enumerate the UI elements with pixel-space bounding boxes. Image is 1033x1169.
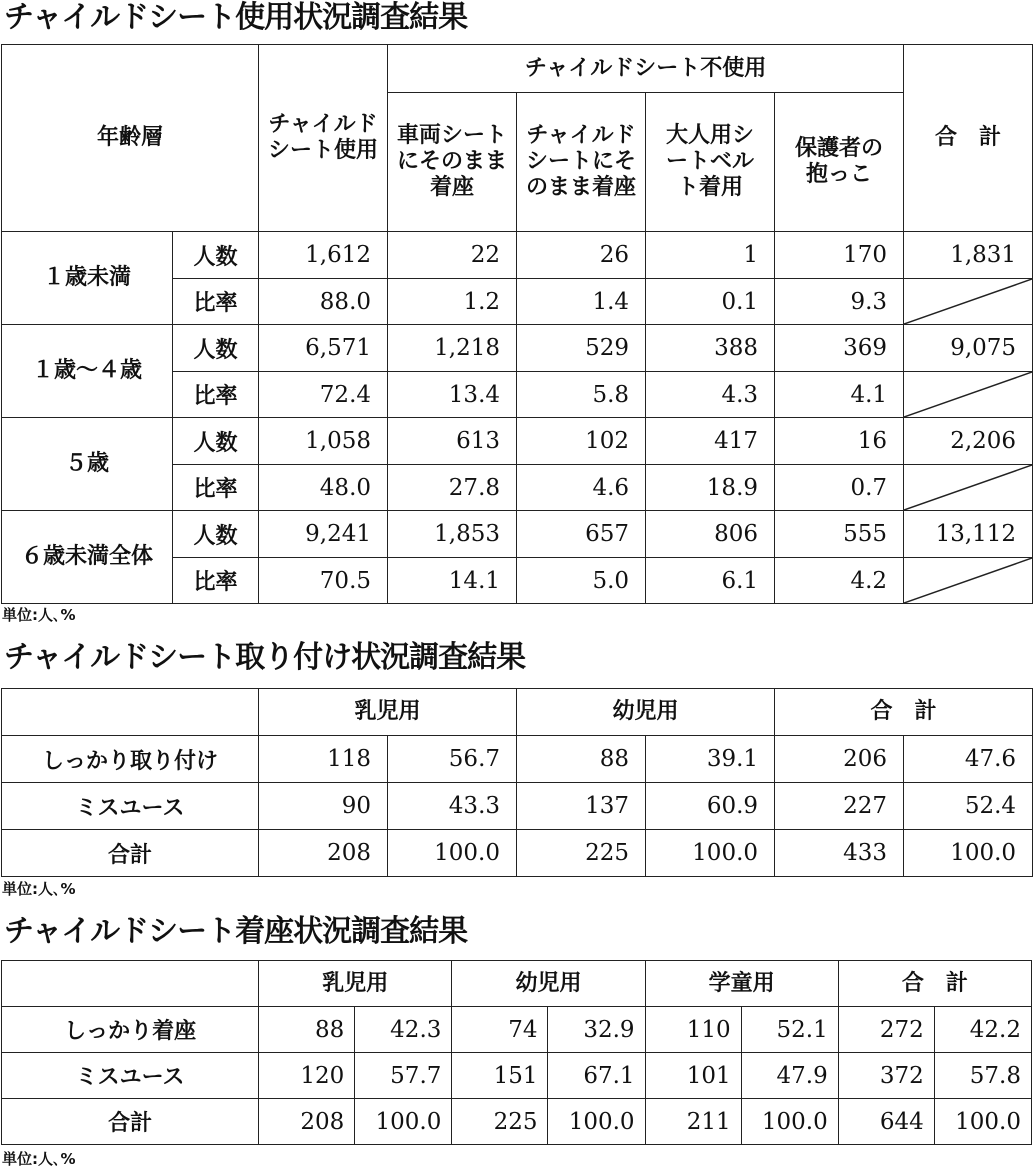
seating-table [1, 960, 1032, 1145]
header-total: 合 計 [904, 45, 1033, 232]
value-cell: 151 [452, 1053, 548, 1099]
ratio-cell: 4.2 [775, 558, 904, 604]
count-cell: 22 [388, 232, 517, 279]
ratio-cell: 88.0 [259, 279, 388, 325]
header-toddler: 幼児用 [452, 961, 645, 1007]
count-cell: 9,241 [259, 511, 388, 558]
header-childseat-seated: チャイルドシートにそのまま着座 [517, 93, 646, 232]
usage-table [1, 44, 1033, 604]
header-infant: 乳児用 [259, 961, 452, 1007]
total-cell: 1,831 [904, 232, 1033, 279]
ratio-cell: 4.3 [646, 372, 775, 418]
row-label-count: 人数 [173, 418, 259, 465]
table2-title: チャイルドシート取り付け状況調査結果 [4, 640, 526, 675]
row-label: ミスユース [2, 783, 259, 830]
value-cell: 60.9 [646, 783, 775, 830]
ratio-cell: 18.9 [646, 465, 775, 511]
table-row [2, 1007, 1032, 1053]
count-cell: 1,218 [388, 325, 517, 372]
table1-title: チャイルドシート使用状況調査結果 [4, 0, 468, 35]
ratio-cell: 14.1 [388, 558, 517, 604]
ratio-cell: 9.3 [775, 279, 904, 325]
ratio-cell: 70.5 [259, 558, 388, 604]
header-blank [2, 961, 259, 1007]
header-seat-not-used: チャイルドシート不使用 [388, 45, 904, 93]
total-cell: 13,112 [904, 511, 1033, 558]
table-row [2, 783, 1033, 830]
ratio-cell: 5.0 [517, 558, 646, 604]
ratio-cell: 27.8 [388, 465, 517, 511]
count-cell: 388 [646, 325, 775, 372]
value-cell: 74 [452, 1007, 548, 1053]
diagonal-line [904, 279, 1032, 324]
installation-table [1, 688, 1033, 877]
row-label: 合計 [2, 1099, 259, 1145]
diagonal-line [904, 372, 1032, 417]
count-cell: 529 [517, 325, 646, 372]
empty-slash-cell [904, 279, 1033, 325]
header-held-by-guardian: 保護者の抱っこ [775, 93, 904, 232]
value-cell: 120 [259, 1053, 355, 1099]
value-cell: 100.0 [388, 830, 517, 877]
value-cell: 57.8 [934, 1053, 1031, 1099]
count-cell: 657 [517, 511, 646, 558]
value-cell: 372 [838, 1053, 934, 1099]
diagonal-line [904, 465, 1032, 510]
age-group-label: １歳～４歳 [2, 325, 173, 418]
ratio-cell: 5.8 [517, 372, 646, 418]
count-cell: 1,058 [259, 418, 388, 465]
value-cell: 227 [775, 783, 904, 830]
empty-slash-cell [904, 372, 1033, 418]
row-label: ミスユース [2, 1053, 259, 1099]
value-cell: 101 [645, 1053, 741, 1099]
table3-unit: 単位:人､% [2, 1150, 76, 1168]
value-cell: 100.0 [548, 1099, 645, 1145]
value-cell: 52.1 [741, 1007, 838, 1053]
value-cell: 644 [838, 1099, 934, 1145]
value-cell: 100.0 [934, 1099, 1031, 1145]
value-cell: 56.7 [388, 736, 517, 783]
count-cell: 16 [775, 418, 904, 465]
value-cell: 110 [645, 1007, 741, 1053]
row-label: 合計 [2, 830, 259, 877]
total-cell: 2,206 [904, 418, 1033, 465]
empty-slash-cell [904, 465, 1033, 511]
count-cell: 806 [646, 511, 775, 558]
table-row [2, 1053, 1032, 1099]
value-cell: 67.1 [548, 1053, 645, 1099]
table-row [2, 232, 1033, 279]
row-label-ratio: 比率 [173, 279, 259, 325]
header-total: 合 計 [838, 961, 1031, 1007]
count-cell: 613 [388, 418, 517, 465]
value-cell: 52.4 [904, 783, 1033, 830]
table3-title: チャイルドシート着座状況調査結果 [4, 914, 468, 949]
value-cell: 43.3 [388, 783, 517, 830]
value-cell: 100.0 [646, 830, 775, 877]
count-cell: 26 [517, 232, 646, 279]
count-cell: 6,571 [259, 325, 388, 372]
value-cell: 88 [517, 736, 646, 783]
row-label-ratio: 比率 [173, 372, 259, 418]
value-cell: 118 [259, 736, 388, 783]
header-blank [2, 689, 259, 736]
value-cell: 206 [775, 736, 904, 783]
ratio-cell: 0.1 [646, 279, 775, 325]
age-group-label: １歳未満 [2, 232, 173, 325]
value-cell: 225 [452, 1099, 548, 1145]
ratio-cell: 1.2 [388, 279, 517, 325]
table-row [2, 418, 1033, 465]
value-cell: 100.0 [741, 1099, 838, 1145]
table-row [2, 1099, 1032, 1145]
table-row [2, 736, 1033, 783]
header-vehicle-seat: 車両シートにそのまま着座 [388, 93, 517, 232]
value-cell: 39.1 [646, 736, 775, 783]
value-cell: 208 [259, 1099, 355, 1145]
row-label-count: 人数 [173, 325, 259, 372]
count-cell: 417 [646, 418, 775, 465]
table2-unit: 単位:人､% [2, 880, 76, 898]
row-label: しっかり取り付け [2, 736, 259, 783]
value-cell: 433 [775, 830, 904, 877]
count-cell: 1,612 [259, 232, 388, 279]
row-label-ratio: 比率 [173, 465, 259, 511]
count-cell: 555 [775, 511, 904, 558]
value-cell: 42.3 [355, 1007, 452, 1053]
value-cell: 272 [838, 1007, 934, 1053]
count-cell: 1 [646, 232, 775, 279]
value-cell: 57.7 [355, 1053, 452, 1099]
row-label-count: 人数 [173, 232, 259, 279]
ratio-cell: 1.4 [517, 279, 646, 325]
table-row [2, 830, 1033, 877]
value-cell: 211 [645, 1099, 741, 1145]
diagonal-line [904, 558, 1032, 603]
ratio-cell: 4.6 [517, 465, 646, 511]
header-toddler: 幼児用 [517, 689, 775, 736]
value-cell: 208 [259, 830, 388, 877]
ratio-cell: 13.4 [388, 372, 517, 418]
ratio-cell: 72.4 [259, 372, 388, 418]
value-cell: 47.6 [904, 736, 1033, 783]
ratio-cell: 6.1 [646, 558, 775, 604]
table-row [2, 325, 1033, 372]
value-cell: 225 [517, 830, 646, 877]
value-cell: 88 [259, 1007, 355, 1053]
value-cell: 100.0 [355, 1099, 452, 1145]
count-cell: 1,853 [388, 511, 517, 558]
value-cell: 32.9 [548, 1007, 645, 1053]
count-cell: 170 [775, 232, 904, 279]
ratio-cell: 48.0 [259, 465, 388, 511]
header-total: 合 計 [775, 689, 1033, 736]
ratio-cell: 4.1 [775, 372, 904, 418]
ratio-cell: 0.7 [775, 465, 904, 511]
header-seat-used: チャイルドシート使用 [259, 45, 388, 232]
table1-unit: 単位:人､% [2, 606, 76, 624]
value-cell: 42.2 [934, 1007, 1031, 1053]
age-group-label: ６歳未満全体 [2, 511, 173, 604]
count-cell: 102 [517, 418, 646, 465]
value-cell: 47.9 [741, 1053, 838, 1099]
total-cell: 9,075 [904, 325, 1033, 372]
row-label-ratio: 比率 [173, 558, 259, 604]
table-row [2, 511, 1033, 558]
header-school-age: 学童用 [645, 961, 838, 1007]
count-cell: 369 [775, 325, 904, 372]
row-label-count: 人数 [173, 511, 259, 558]
age-group-label: ５歳 [2, 418, 173, 511]
value-cell: 90 [259, 783, 388, 830]
value-cell: 137 [517, 783, 646, 830]
header-adult-belt: 大人用シートベルト着用 [646, 93, 775, 232]
header-age-group: 年齢層 [2, 45, 259, 232]
header-infant: 乳児用 [259, 689, 517, 736]
value-cell: 100.0 [904, 830, 1033, 877]
empty-slash-cell [904, 558, 1033, 604]
row-label: しっかり着座 [2, 1007, 259, 1053]
